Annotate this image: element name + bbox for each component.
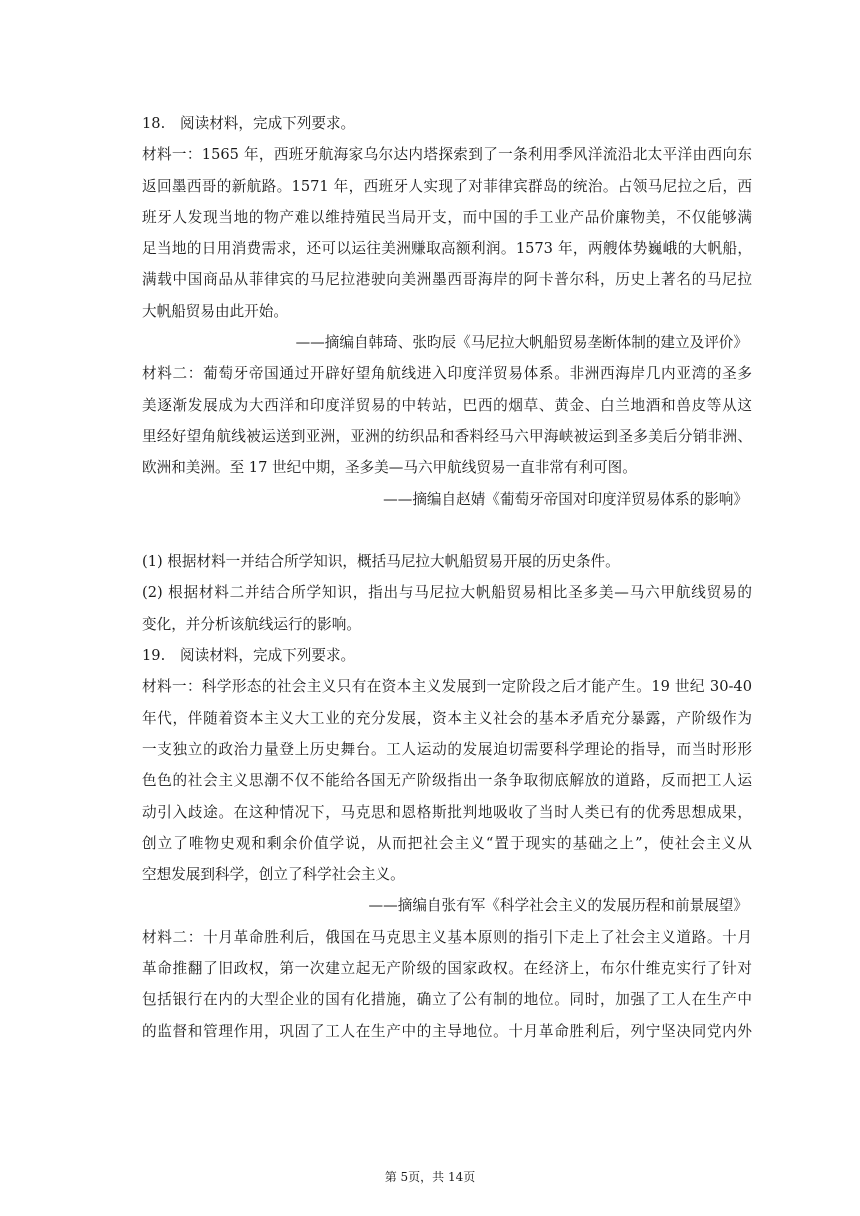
question-number: 18. <box>142 115 166 132</box>
page-number-footer: 第 5页，共 14页 <box>384 1170 476 1184</box>
sub-question-1: (1) 根据材料一并结合所学知识，概括马尼拉大帆船贸易开展的历史条件。 <box>142 553 620 571</box>
text-line: 材料一：1565 年，西班牙航海家乌尔达内塔探索到了一条利用季风洋流沿北太平洋由西向东 <box>142 146 752 164</box>
question-19-heading <box>142 640 752 671</box>
text-line: 一支独立的政治力量登上历史舞台。工人运动的发展迫切需要科学理论的指导，而当时形形 <box>142 740 752 758</box>
text-line: 年代，伴随着资本主义大工业的充分发展，资本主义社会的基本矛盾充分暴露，产阶级作为 <box>142 709 752 727</box>
sub-question-2-continued: 变化，并分析该航线运行的影响。 <box>142 615 361 633</box>
question-instruction: 阅读材料，完成下列要求。 <box>180 115 356 132</box>
text-line: 包括银行在内的大型企业的国有化措施，确立了公有制的地位。同时，加强了工人在生产中 <box>142 991 752 1009</box>
page-content <box>142 108 752 1047</box>
text-line: 返回墨西哥的新航路。1571 年，西班牙人实现了对菲律宾群岛的统治。占领马尼拉之后，西 <box>142 177 752 195</box>
text-line: 美逐渐发展成为大西洋和印度洋贸易的中转站，巴西的烟草、黄金、白兰地酒和兽皮等从这 <box>142 396 752 414</box>
text-line: 大帆船贸易由此开始。 <box>142 302 288 320</box>
text-line: 空想发展到科学，创立了科学社会主义。 <box>142 866 405 884</box>
source-citation: ——摘编自张有军《科学社会主义的发展历程和前景展望》 <box>368 897 748 915</box>
text-line: 革命推翻了旧政权，第一次建立起无产阶级的国家政权。在经济上，布尔什维克实行了针对 <box>142 960 752 978</box>
question-instruction: 阅读材料，完成下列要求。 <box>180 647 356 665</box>
q19-material-2 <box>142 922 752 1047</box>
q18-sub-questions <box>142 546 752 640</box>
q18-material-1 <box>142 139 752 358</box>
text-line: 动引入歧途。在这种情况下，马克思和恩格斯批判地吸收了当时人类已有的优秀思想成果， <box>142 803 752 821</box>
q19-material-1 <box>142 671 752 921</box>
text-line: 里经好望角航线被运送到亚洲，亚洲的纺织品和香料经马六甲海峡被运到圣多美后分销非洲、 <box>142 427 752 445</box>
text-line: 材料二：十月革命胜利后，俄国在马克思主义基本原则的指引下走上了社会主义道路。十月 <box>142 928 752 946</box>
spacer <box>142 515 752 546</box>
source-citation: ——摘编自赵婧《葡萄牙帝国对印度洋贸易体系的影响》 <box>383 490 748 508</box>
text-line: 色色的社会主义思潮不仅不能给各国无产阶级指出一条争取彻底解放的道路，反而把工人运 <box>142 772 752 790</box>
text-line: 满载中国商品从菲律宾的马尼拉港驶向美洲墨西哥海岸的阿卡普尔科，历史上著名的马尼拉 <box>142 271 752 289</box>
text-line: 足当地的日用消费需求，还可以运往美洲赚取高额利润。1573 年，两艘体势巍峨的大帆船， <box>142 240 752 258</box>
source-citation: ——摘编自韩琦、张昀辰《马尼拉大帆船贸易垄断体制的建立及评价》 <box>295 334 748 352</box>
question-number: 19. <box>142 647 166 665</box>
text-line: 材料一：科学形态的社会主义只有在资本主义发展到一定阶段之后才能产生。19 世纪 30-40 <box>142 678 752 696</box>
text-line: 欧洲和美洲。至 17 世纪中期，圣多美—马六甲航线贸易一直非常有利可图。 <box>142 459 637 477</box>
text-line: 班牙人发现当地的物产难以维持殖民当局开支，而中国的手工业产品价廉物美，不仅能够满 <box>142 208 752 226</box>
sub-question-2: (2) 根据材料二并结合所学知识，指出与马尼拉大帆船贸易相比圣多美—马六甲航线贸易的 <box>142 584 752 602</box>
text-line: 创立了唯物史观和剩余价值学说，从而把社会主义“置于现实的基础之上”，使社会主义从 <box>142 834 752 852</box>
q18-material-2 <box>142 358 752 514</box>
text-line: 的监督和管理作用，巩固了工人在生产中的主导地位。十月革命胜利后，列宁坚决同党内外 <box>142 1022 752 1040</box>
question-18-heading <box>142 108 752 139</box>
text-line: 材料二：葡萄牙帝国通过开辟好望角航线进入印度洋贸易体系。非洲西海岸几内亚湾的圣多 <box>142 365 752 383</box>
